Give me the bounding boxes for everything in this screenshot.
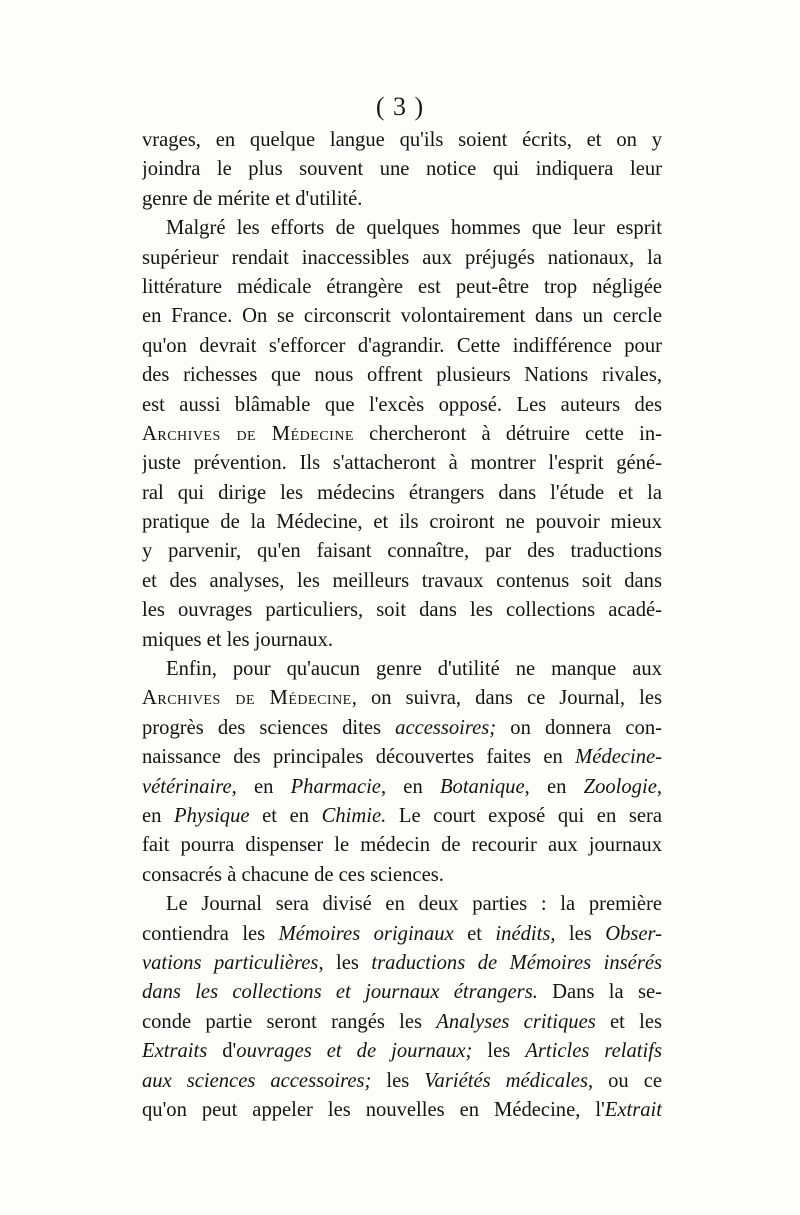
text-line [142,655,662,684]
italic-text: Botanique [439,775,525,798]
text-segment: les [472,1040,526,1063]
text-line [142,537,662,566]
text-line [142,684,662,713]
text-line [142,714,662,743]
text-line [142,332,662,361]
italic-text: Médecine- [575,746,662,769]
italic-text: vétérinaire [142,775,232,798]
text-line [142,391,662,420]
text-line [142,155,662,184]
text-line [142,1096,662,1125]
text-segment: , en [524,775,584,798]
text-segment: en France. On se circonscrit volontairement dans un cercle [142,305,662,328]
text-line [142,302,662,331]
italic-text: Variétés médicales [424,1069,588,1092]
text-line [142,214,662,243]
text-segment: , ou ce [587,1069,662,1092]
text-segment: en [142,804,175,827]
italic-text: Articles relatifs [525,1040,662,1063]
italic-text: dans les collections et journaux étrangers. [142,981,538,1004]
text-segment: joindra le plus souvent une notice qui indiquera leur [142,158,662,181]
text-segment: et [453,922,496,945]
text-segment: supérieur rendait inaccessibles aux préjugés nationaux, la [142,246,662,269]
text-segment: , les [318,951,372,974]
text-line [142,361,662,390]
text-segment: naissance des principales découvertes faites en [142,746,576,769]
text-segment: , [656,775,662,798]
page-number: ( 3 ) [375,92,425,121]
text-line [142,949,662,978]
text-segment: , on suivra, dans ce Journal, les [351,687,662,710]
text-segment: ral qui dirige les médecins étrangers dans l'étude et la [142,481,662,504]
text-line [142,1037,662,1066]
text-segment: consacrés à chacune de ces sciences. [142,863,444,886]
small-caps-text: Archives de Médecine [142,687,352,710]
italic-text: Mémoires originaux [278,922,454,945]
text-line [142,567,662,596]
italic-text: Extrait [604,1098,662,1121]
text-segment: les [371,1069,425,1092]
text-line [142,920,662,949]
text-segment: vrages, en quelque langue qu'ils soient écrits, et on y [142,129,662,151]
text-segment: littérature médicale étrangère est peut-être trop négligée [142,275,662,298]
text-line [142,508,662,537]
text-segment: contiendra les [142,922,279,945]
text-line [142,831,662,860]
text-segment: les ouvrages particuliers, soit dans les collections acadé- [142,599,662,622]
text-segment: pratique de la Médecine, et ils croiront ne pouvoir mieux [142,511,662,534]
text-segment: , les [550,922,606,945]
text-segment: , en [380,775,440,798]
text-segment: miques et les journaux. [142,628,334,651]
italic-text: Analyses critiques [436,1010,596,1033]
text-segment: fait pourra dispenser le médecin de recourir aux journaux [142,834,662,857]
text-line [142,626,662,655]
italic-text: Pharmacie [290,775,381,798]
text-segment: juste prévention. Ils s'attacheront à montrer l'esprit géné- [142,452,662,475]
text-line [142,273,662,302]
text-segment: Le court exposé qui en sera [386,804,662,827]
text-segment: progrès des sciences dites [142,716,396,739]
text-segment: y parvenir, qu'en faisant connaître, par des traductions [142,540,662,563]
text-segment: genre de mérite et d'utilité. [142,187,363,210]
italic-text: Physique [174,804,250,827]
text-line [142,596,662,625]
italic-text: accessoires; [395,716,497,739]
text-line [142,479,662,508]
text-line [142,1008,662,1037]
text-line [142,244,662,273]
italic-text: Obser- [605,922,662,945]
small-caps-text: Archives de Médecine [142,422,354,445]
text-segment: des richesses que nous offrent plusieurs Nations rivales, [142,364,662,387]
text-segment: et en [249,804,322,827]
italic-text: ouvrages et de journaux; [236,1040,473,1063]
text-line [142,773,662,802]
text-line [142,743,662,772]
text-segment: Enfin, pour qu'aucun genre d'utilité ne manque aux [166,658,662,681]
text-line [142,802,662,831]
text-segment: Dans la se- [537,981,662,1004]
text-segment: et des analyses, les meilleurs travaux contenus soit dans [142,569,662,592]
text-segment: est aussi blâmable que l'excès opposé. Les auteurs des [142,393,662,416]
text-segment: Le Journal sera divisé en deux parties : la première [166,893,662,916]
text-segment: , en [231,775,291,798]
text-line [142,126,662,155]
text-line [142,978,662,1007]
italic-text: inédits [495,922,551,945]
text-segment: et les [595,1010,662,1033]
text-line [142,185,662,214]
text-line [142,890,662,919]
text-line [142,449,662,478]
text-segment: qu'on devrait s'efforcer d'agrandir. Cette indifférence pour [142,334,662,357]
text-line [142,1067,662,1096]
body-text [142,126,662,1125]
italic-text: aux sciences accessoires; [142,1069,372,1092]
text-segment: on donnera con- [496,716,662,739]
italic-text: Extraits [142,1040,208,1063]
text-segment: qu'on peut appeler les nouvelles en Médecine, l' [142,1098,605,1121]
text-segment: Malgré les efforts de quelques hommes que leur esprit [166,217,662,240]
italic-text: vations particulières [142,951,319,974]
italic-text: traductions de Mémoires insérés [371,951,662,974]
text-segment: conde partie seront rangés les [142,1010,437,1033]
text-segment: chercheront à détruire cette in- [353,422,662,445]
italic-text: Zoologie [583,775,657,798]
italic-text: Chimie. [321,804,387,827]
text-line [142,420,662,449]
text-line [142,861,662,890]
text-segment: d' [207,1040,237,1063]
